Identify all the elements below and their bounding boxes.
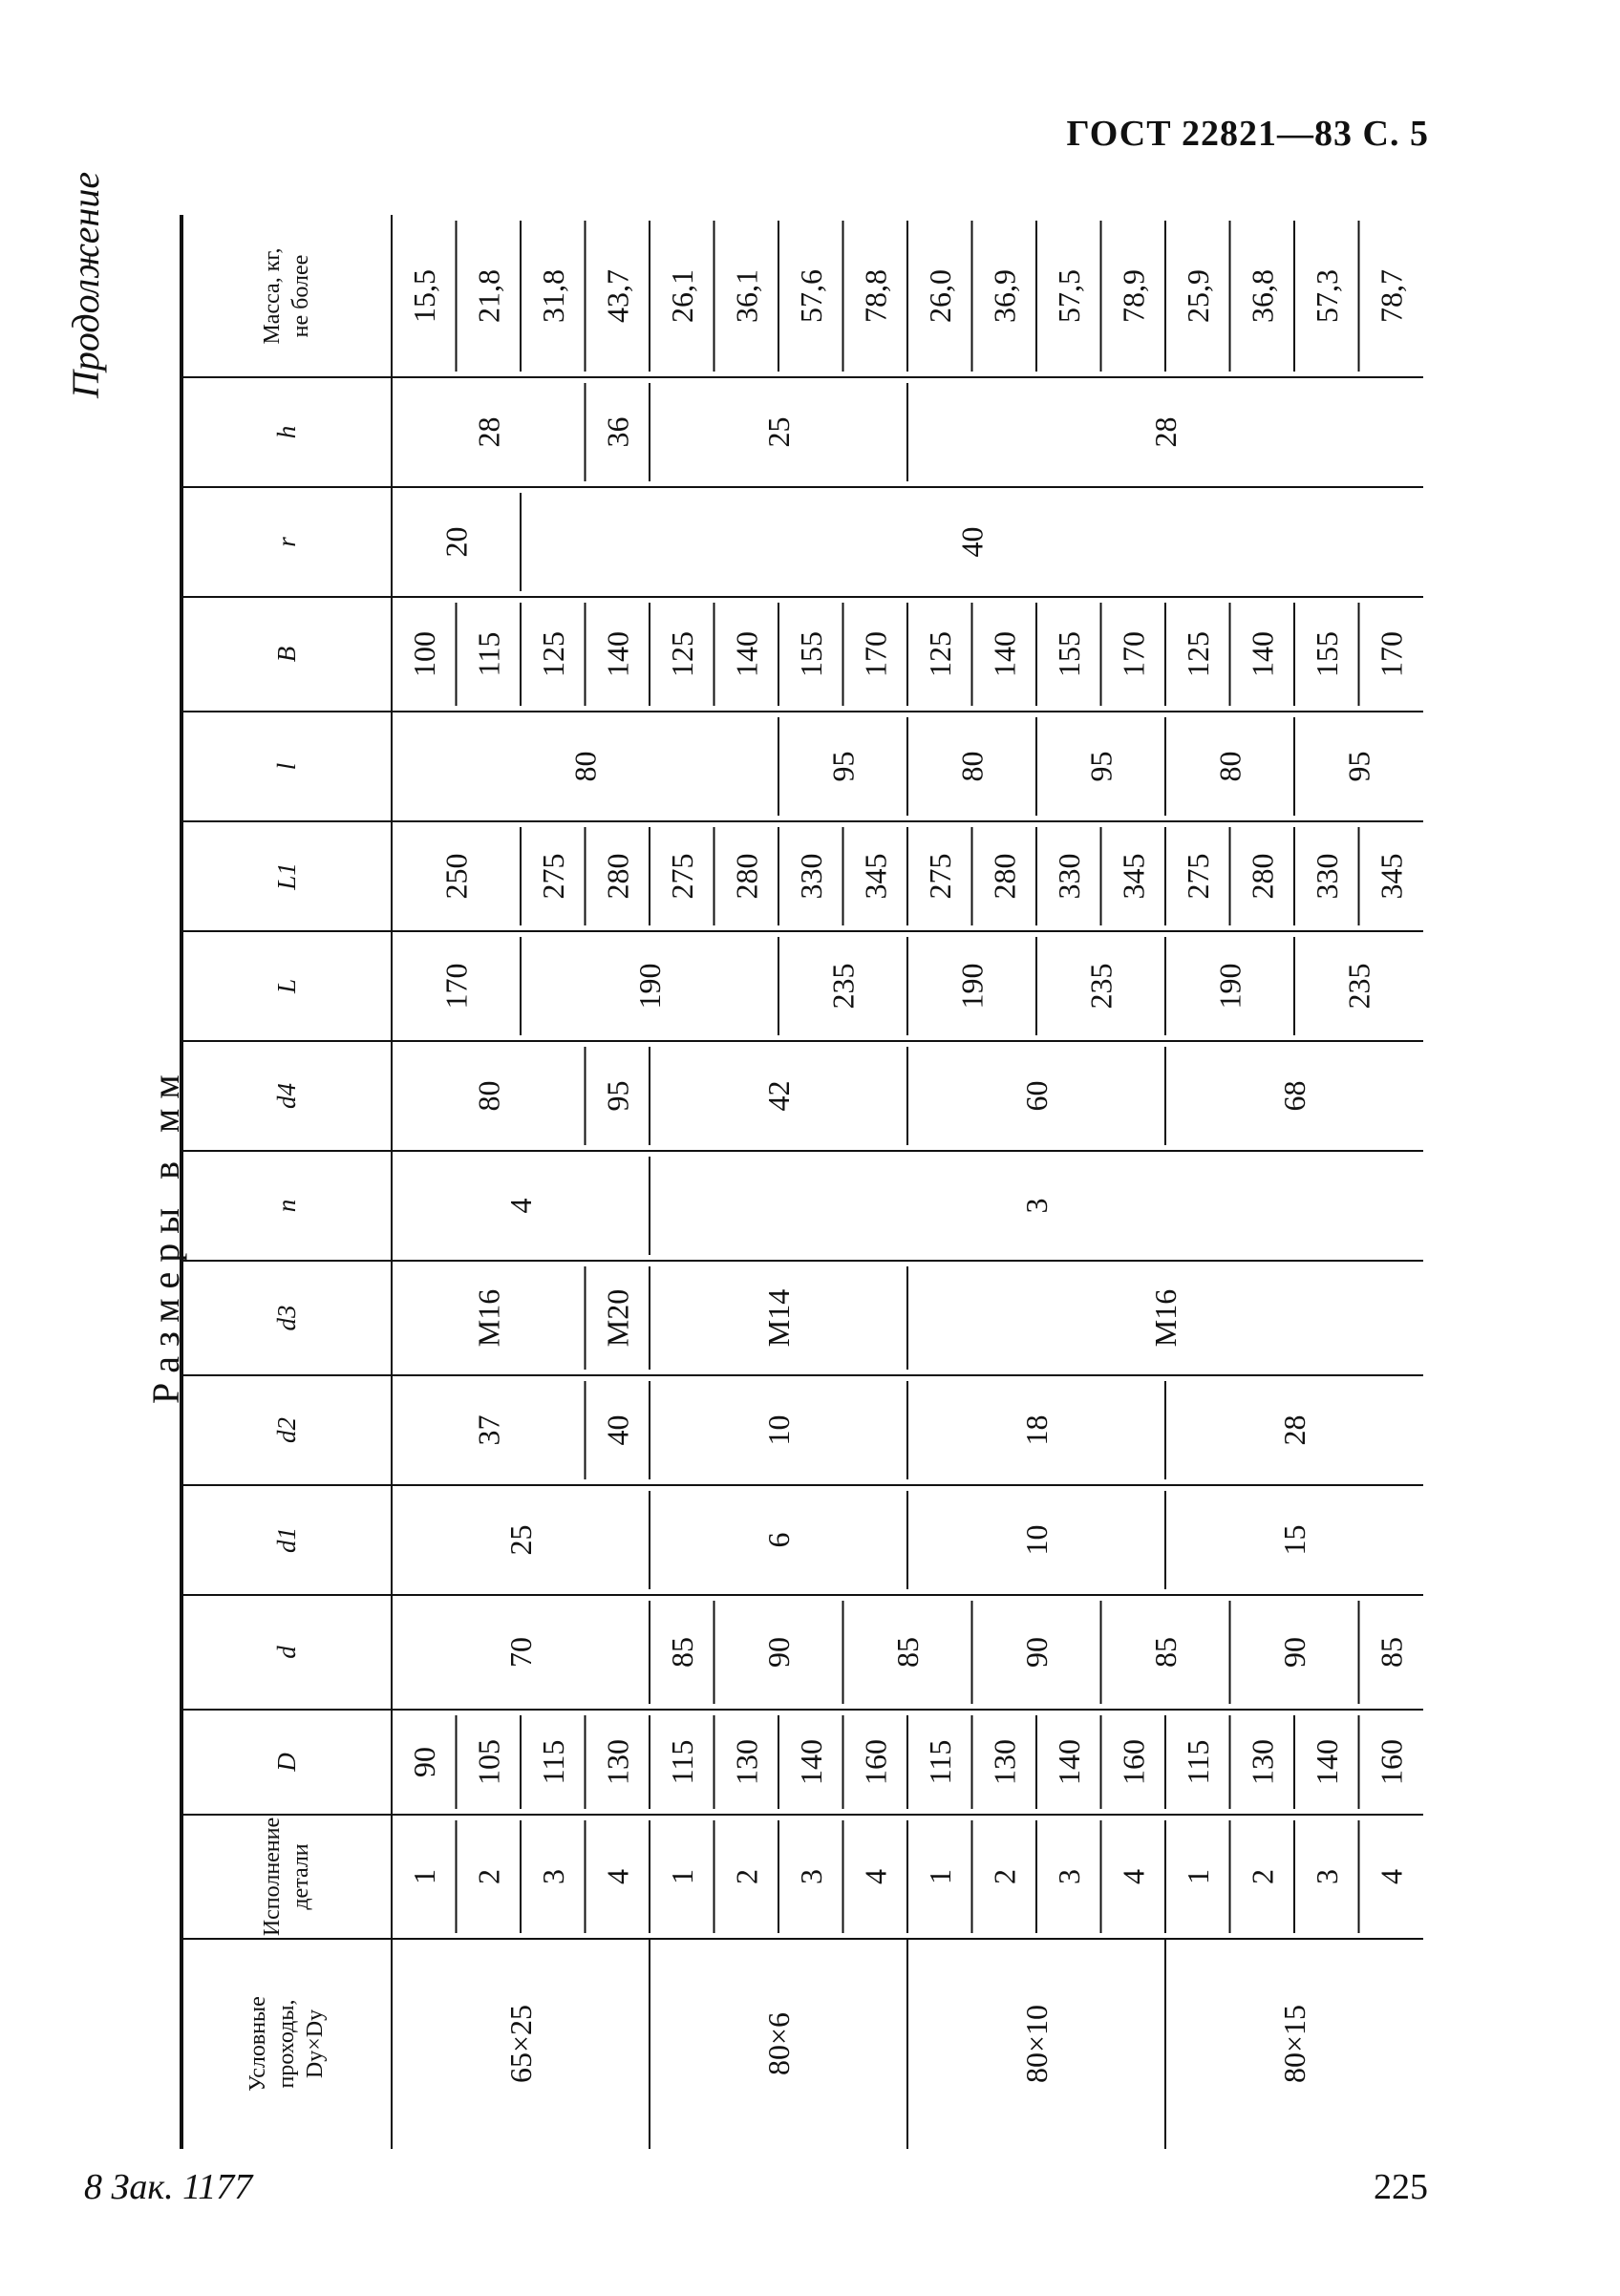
cell-d1: 10 [1019, 1524, 1054, 1556]
cell-D: 130 [1245, 1739, 1280, 1785]
cell-r: 40 [954, 526, 990, 558]
cell-B: 125 [922, 631, 957, 677]
column-header-d2: d2 [272, 1417, 301, 1443]
column-header-dy: проходы, [274, 1999, 299, 2089]
cell-d1: 25 [503, 1524, 538, 1556]
cell-d: 90 [761, 1637, 796, 1668]
column-header-d4: d4 [272, 1083, 301, 1109]
group-label: 80×10 [1019, 2004, 1054, 2084]
cell-d3: M16 [1148, 1288, 1183, 1348]
cell-var: 1 [406, 1869, 441, 1884]
cell-mass: 43,7 [600, 269, 635, 323]
cell-l: 95 [825, 751, 861, 782]
cell-mass: 26,0 [922, 269, 957, 323]
cell-var: 3 [1051, 1869, 1086, 1884]
column-header-d: d [272, 1646, 301, 1659]
cell-var: 1 [922, 1869, 957, 1884]
cell-var: 2 [729, 1869, 764, 1884]
cell-n: 3 [1019, 1198, 1054, 1214]
cell-mass: 57,3 [1309, 269, 1344, 323]
cell-var: 3 [1309, 1869, 1344, 1884]
cell-D: 140 [1309, 1739, 1344, 1785]
cell-d2: 28 [1277, 1414, 1311, 1446]
cell-var: 4 [600, 1869, 635, 1884]
cell-n: 4 [503, 1198, 538, 1214]
cell-d3: M16 [471, 1288, 506, 1348]
cell-l: 95 [1341, 751, 1376, 782]
cell-l: 95 [1083, 751, 1119, 782]
cell-L1: 280 [729, 853, 764, 900]
cell-h: 36 [600, 416, 635, 448]
column-header-r: r [272, 537, 301, 547]
column-header-dy: Dy×Dy [303, 2009, 328, 2079]
cell-l: 80 [567, 751, 603, 782]
cell-var: 4 [1116, 1869, 1151, 1884]
cell-d4: 42 [761, 1080, 796, 1112]
column-header-L1: L1 [272, 862, 301, 890]
cell-D: 115 [664, 1739, 699, 1785]
cell-L1: 280 [987, 853, 1022, 900]
cell-D: 115 [1180, 1739, 1215, 1785]
continuation-label: Продолжение [64, 172, 107, 399]
cell-var: 1 [664, 1869, 699, 1884]
page-number: 225 [1374, 2167, 1428, 2207]
column-header-d1: d1 [272, 1527, 301, 1553]
cell-d: 85 [664, 1637, 699, 1668]
cell-var: 4 [858, 1869, 893, 1884]
cell-d3: M14 [761, 1288, 796, 1348]
group-label: 65×25 [503, 2004, 538, 2084]
column-header-l: l [272, 762, 301, 771]
cell-d: 70 [503, 1637, 538, 1668]
cell-B: 115 [471, 631, 506, 677]
cell-mass: 78,7 [1374, 269, 1409, 323]
cell-D: 105 [471, 1739, 506, 1785]
cell-mass: 25,9 [1180, 269, 1215, 323]
cell-mass: 31,8 [535, 269, 570, 323]
column-header-var: Исполнение [260, 1817, 285, 1937]
cell-L: 235 [1083, 963, 1119, 1010]
cell-L1: 330 [1051, 853, 1086, 900]
column-header-D: D [272, 1753, 301, 1772]
cell-h: 28 [1148, 416, 1183, 448]
cell-L1: 275 [922, 853, 957, 900]
cell-D: 160 [1374, 1739, 1409, 1785]
cell-mass: 57,6 [793, 269, 828, 323]
cell-L: 190 [632, 963, 667, 1010]
cell-mass: 78,9 [1116, 269, 1151, 323]
cell-mass: 78,8 [858, 269, 893, 323]
cell-B: 100 [406, 631, 441, 677]
cell-mass: 57,5 [1051, 269, 1086, 323]
column-header-L: L [272, 978, 301, 994]
cell-var: 4 [1374, 1869, 1409, 1884]
cell-D: 90 [406, 1747, 441, 1777]
cell-L: 235 [825, 963, 861, 1010]
cell-B: 140 [729, 631, 764, 677]
cell-L1: 330 [793, 853, 828, 900]
cell-L1: 275 [1180, 853, 1215, 900]
cell-var: 3 [793, 1869, 828, 1884]
cell-d1: 15 [1277, 1524, 1311, 1556]
cell-D: 140 [1051, 1739, 1086, 1785]
cell-d: 90 [1019, 1637, 1054, 1668]
cell-d: 85 [1148, 1637, 1183, 1668]
cell-D: 140 [793, 1739, 828, 1785]
group-label: 80×15 [1277, 2004, 1311, 2084]
cell-D: 115 [535, 1739, 570, 1785]
cell-D: 160 [1116, 1739, 1151, 1785]
column-header-var: детали [288, 1843, 313, 1910]
document-code: ГОСТ 22821—83 С. 5 [1066, 114, 1429, 154]
cell-L: 190 [1212, 963, 1247, 1010]
column-header-mass: Масса, кг, [260, 247, 285, 345]
cell-mass: 21,8 [471, 269, 506, 323]
cell-var: 2 [471, 1869, 506, 1884]
group-label: 80×6 [761, 2011, 796, 2076]
cell-d2: 37 [471, 1414, 506, 1446]
cell-D: 115 [922, 1739, 957, 1785]
column-header-h: h [272, 425, 301, 439]
column-header-mass: не более [288, 254, 313, 338]
cell-B: 140 [600, 631, 635, 677]
cell-var: 2 [987, 1869, 1022, 1884]
column-header-n: n [272, 1199, 301, 1213]
cell-B: 125 [1180, 631, 1215, 677]
cell-L1: 330 [1309, 853, 1344, 900]
cell-d1: 6 [761, 1532, 796, 1548]
cell-mass: 36,1 [729, 269, 764, 323]
column-header-d3: d3 [272, 1305, 301, 1331]
cell-D: 160 [858, 1739, 893, 1785]
cell-l: 80 [1212, 751, 1247, 782]
cell-mass: 15,5 [406, 269, 441, 323]
cell-L1: 345 [1116, 853, 1151, 900]
cell-L: 190 [954, 963, 990, 1010]
cell-d: 90 [1277, 1637, 1311, 1668]
column-header-dy: Условные [245, 1996, 270, 2092]
cell-d4: 68 [1277, 1080, 1311, 1112]
order-number: 8 Зак. 1177 [84, 2167, 253, 2207]
cell-var: 2 [1245, 1869, 1280, 1884]
cell-L: 170 [438, 963, 474, 1010]
cell-B: 155 [793, 631, 828, 677]
cell-L1: 280 [1245, 853, 1280, 900]
cell-mass: 26,1 [664, 269, 699, 323]
cell-B: 155 [1051, 631, 1086, 677]
cell-l: 80 [954, 751, 990, 782]
cell-d2: 10 [761, 1414, 796, 1446]
cell-B: 170 [1116, 631, 1151, 677]
cell-var: 3 [535, 1869, 570, 1884]
cell-h: 25 [761, 416, 796, 448]
cell-d: 85 [890, 1637, 925, 1668]
cell-r: 20 [438, 526, 474, 558]
cell-L1: 345 [858, 853, 893, 900]
cell-h: 28 [471, 416, 506, 448]
cell-B: 140 [987, 631, 1022, 677]
cell-B: 125 [664, 631, 699, 677]
cell-B: 140 [1245, 631, 1280, 677]
cell-B: 170 [1374, 631, 1409, 677]
cell-L1: 275 [535, 853, 570, 900]
cell-L1: 275 [664, 853, 699, 900]
cell-d4: 60 [1019, 1080, 1054, 1112]
cell-B: 155 [1309, 631, 1344, 677]
column-header-B: B [272, 646, 301, 663]
cell-mass: 36,8 [1245, 269, 1280, 323]
cell-d3: M20 [600, 1288, 635, 1348]
cell-L1: 345 [1374, 853, 1409, 900]
cell-d2: 40 [600, 1414, 635, 1446]
cell-D: 130 [729, 1739, 764, 1785]
cell-D: 130 [987, 1739, 1022, 1785]
cell-mass: 36,9 [987, 269, 1022, 323]
dimensions-caption: Размеры в мм [144, 1065, 187, 1404]
cell-d4: 95 [600, 1080, 635, 1112]
cell-d2: 18 [1019, 1414, 1054, 1446]
cell-B: 125 [535, 631, 570, 677]
cell-L1: 280 [600, 853, 635, 900]
cell-L: 235 [1341, 963, 1376, 1010]
cell-D: 130 [600, 1739, 635, 1785]
cell-L1: 250 [438, 853, 474, 900]
cell-var: 1 [1180, 1869, 1215, 1884]
cell-d4: 80 [471, 1080, 506, 1112]
cell-d: 85 [1374, 1637, 1409, 1668]
cell-B: 170 [858, 631, 893, 677]
